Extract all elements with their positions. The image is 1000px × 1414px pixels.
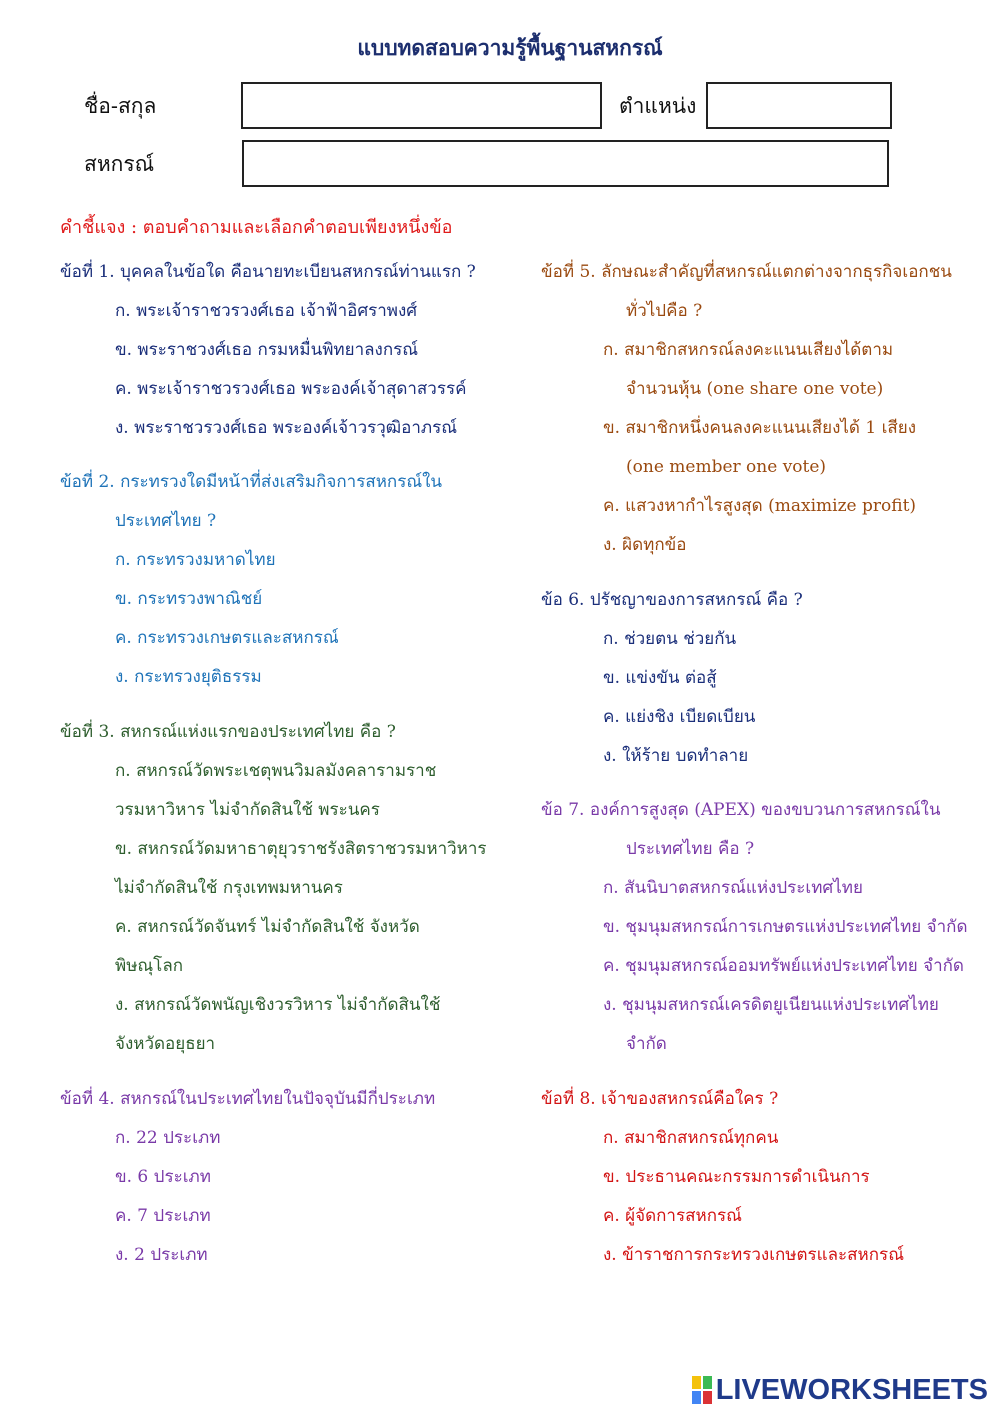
answer-option[interactable]: ก. สันนิบาตสหกรณ์แห่งประเทศไทย [603,878,863,898]
logo-square [703,1376,712,1389]
answer-option[interactable]: ง. ผิดทุกข้อ [603,535,687,555]
question-text: ข้อที่ 3. สหกรณ์แห่งแรกของประเทศไทย คือ ? [60,722,396,742]
question-text: ประเทศไทย คือ ? [626,839,755,859]
answer-option[interactable]: ข. สหกรณ์วัดมหาธาตุยุวราชรังสิตราชวรมหาวิหาร [115,839,487,859]
answer-option[interactable]: ง. ข้าราชการกระทรวงเกษตรและสหกรณ์ [603,1245,904,1265]
question-2 [60,463,442,697]
answer-option[interactable]: จังหวัดอยุธยา [115,1034,216,1054]
logo-mark-icon [692,1376,712,1404]
question-text: ประเทศไทย ? [115,511,217,531]
answer-option[interactable]: ง. ชุมนุมสหกรณ์เครดิตยูเนียนแห่งประเทศไทย [603,995,939,1015]
answer-option[interactable]: ก. สมาชิกสหกรณ์ทุกคน [603,1128,779,1148]
question-6 [541,581,803,776]
answer-option[interactable]: ก. สมาชิกสหกรณ์ลงคะแนนเสียงได้ตาม [603,340,894,360]
answer-option[interactable]: ง. สหกรณ์วัดพนัญเชิงวรวิหาร ไม่จำกัดสินใช้ [115,995,441,1015]
question-text: ข้อที่ 4. สหกรณ์ในประเทศไทยในปัจจุบันมีกี่ประเภท [60,1089,436,1109]
question-text: ข้อที่ 1. บุคคลในข้อใด คือนายทะเบียนสหกรณ์ท่านแรก ? [60,262,476,282]
instruction: คำชี้แจง : ตอบคำถามและเลือกคำตอบเพียงหนึ่งข้อ [60,217,453,238]
answer-option[interactable]: ข. แข่งขัน ต่อสู้ [603,668,717,688]
answer-option[interactable]: ง. พระราชวรวงศ์เธอ พระองค์เจ้าวรวุฒิอาภรณ์ [115,418,458,438]
position-label: ตำแหน่ง [619,94,697,118]
answer-option[interactable]: ค. สหกรณ์วัดจันทร์ ไม่จำกัดสินใช้ จังหวัด [115,917,420,937]
answer-option[interactable]: ข. ประธานคณะกรรมการดำเนินการ [603,1167,870,1187]
question-text: ข้อ 6. ปรัชญาของการสหกรณ์ คือ ? [541,590,803,610]
coop-field[interactable] [242,140,889,187]
logo-square [692,1391,701,1404]
answer-option[interactable]: ง. กระทรวงยุติธรรม [115,667,262,687]
answer-option[interactable]: ก. พระเจ้าราชวรวงศ์เธอ เจ้าฟ้าอิศราพงศ์ [115,301,418,321]
question-text: ข้อ 7. องค์การสูงสุด (APEX) ของขบวนการสหกรณ์ใน [541,800,941,820]
answer-option[interactable]: จำนวนหุ้น (one share one vote) [626,379,884,399]
logo-text: LIVEWORKSHEETS [715,1373,988,1406]
answer-option[interactable]: ก. สหกรณ์วัดพระเชตุพนวิมลมังคลารามราช [115,761,437,781]
answer-option[interactable]: ค. กระทรวงเกษตรและสหกรณ์ [115,628,339,648]
answer-option[interactable]: ค. 7 ประเภท [115,1206,211,1226]
question-text: ทั่วไปคือ ? [626,301,703,321]
answer-option[interactable]: ค. แย่งชิง เบียดเบียน [603,707,756,727]
answer-option[interactable]: ไม่จำกัดสินใช้ กรุงเทพมหานคร [115,878,343,898]
logo-square [692,1376,701,1389]
answer-option[interactable]: ค. ผู้จัดการสหกรณ์ [603,1206,742,1226]
question-3 [60,713,487,1064]
question-4 [60,1080,435,1275]
answer-option[interactable]: ง. 2 ประเภท [115,1245,208,1265]
question-8 [541,1080,904,1275]
question-text: ข้อที่ 8. เจ้าของสหกรณ์คือใคร ? [541,1089,779,1109]
answer-option[interactable]: วรมหาวิหาร ไม่จำกัดสินใช้ พระนคร [115,800,380,820]
answer-option[interactable]: ข. พระราชวงศ์เธอ กรมหมื่นพิทยาลงกรณ์ [115,340,419,360]
question-5 [541,253,952,565]
question-text: ข้อที่ 2. กระทรวงใดมีหน้าที่ส่งเสริมกิจการสหกรณ์ใน [60,472,443,492]
liveworksheets-logo [692,1374,988,1406]
logo-square [703,1391,712,1404]
answer-option[interactable]: พิษณุโลก [115,956,184,976]
name-label: ชื่อ-สกุล [84,94,157,118]
answer-option[interactable]: ก. กระทรวงมหาดไทย [115,550,276,570]
answer-option[interactable]: ข. สมาชิกหนึ่งคนลงคะแนนเสียงได้ 1 เสียง [603,418,917,438]
name-field[interactable] [241,82,602,129]
answer-option[interactable]: ข. ชุมนุมสหกรณ์การเกษตรแห่งประเทศไทย จำกัด [603,917,968,937]
answer-option[interactable]: ง. ให้ร้าย บดทำลาย [603,746,749,766]
answer-option[interactable]: ค. พระเจ้าราชวรวงศ์เธอ พระองค์เจ้าสุดาสวรรค์ [115,379,467,399]
answer-option[interactable]: ก. 22 ประเภท [115,1128,221,1148]
question-1 [60,253,476,448]
question-text: ข้อที่ 5. ลักษณะสำคัญที่สหกรณ์แตกต่างจากธุรกิจเอกชน [541,262,952,282]
answer-option[interactable]: ค. ชุมนุมสหกรณ์ออมทรัพย์แห่งประเทศไทย จำกัด [603,956,964,976]
question-7 [541,791,968,1064]
answer-option[interactable]: ก. ช่วยตน ช่วยกัน [603,629,737,649]
position-field[interactable] [706,82,892,129]
answer-option[interactable]: ค. แสวงหากำไรสูงสุด (maximize profit) [603,496,917,516]
coop-label: สหกรณ์ [84,152,155,176]
answer-option[interactable]: ข. กระทรวงพาณิชย์ [115,589,263,609]
page-title: แบบทดสอบความรู้พื้นฐานสหกรณ์ [357,35,663,60]
answer-option[interactable]: ข. 6 ประเภท [115,1167,211,1187]
answer-option[interactable]: (one member one vote) [626,457,827,477]
answer-option[interactable]: จำกัด [626,1034,667,1054]
